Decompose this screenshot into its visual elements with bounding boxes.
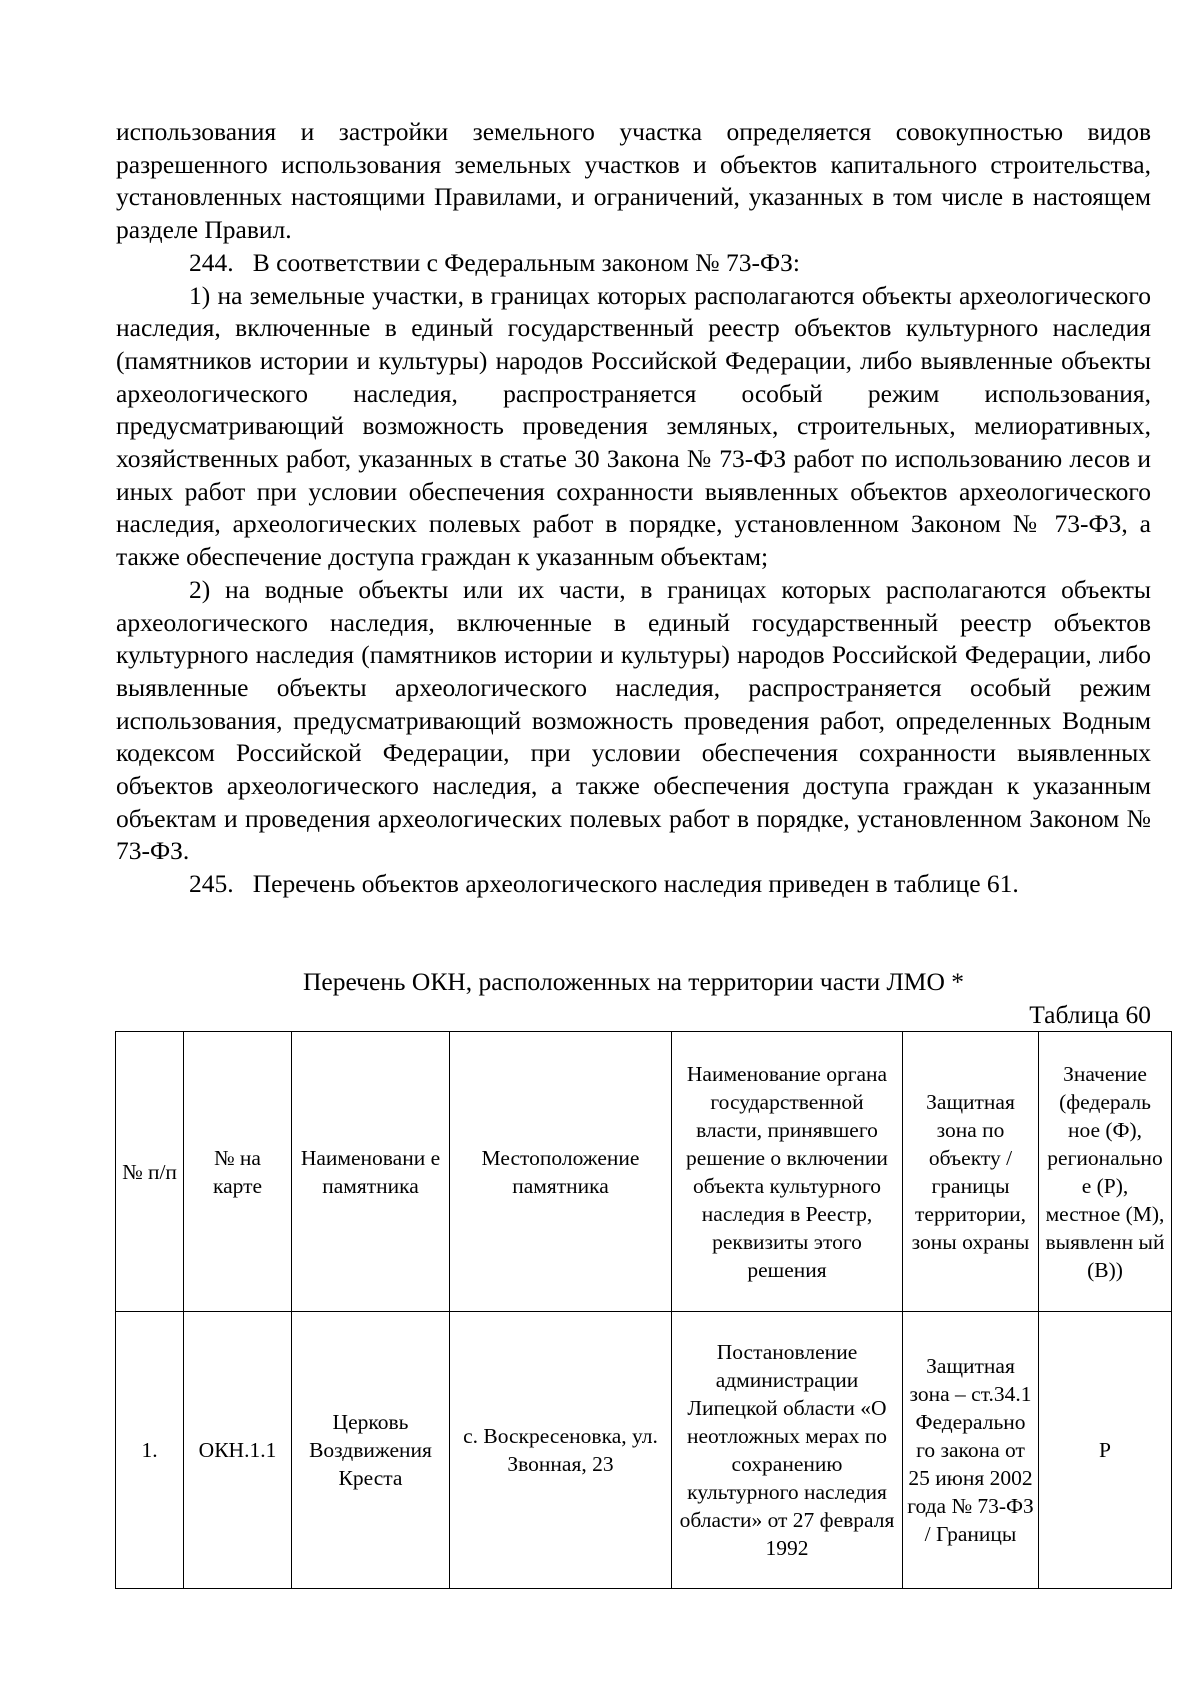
table-title: Перечень ОКН, расположенных на территории части ЛМО * [302,967,965,996]
cell-authority: Постановление администрации Липецкой области «О неотложных мерах по сохранению культурного наследия области» от 27 февраля 1992 [672,1312,903,1589]
cell-protection-zone: Защитная зона – ст.34.1 Федерально го закона от 25 июня 2002 года № 73-ФЗ / Границы [903,1312,1039,1589]
paragraph-intro: использования и застройки земельного участка определяется совокупностью видов разрешенного использования земельных участков и объектов капитального строительства, установленных настоящими Правилами, и ограничений, указанных в том числе в настоящем разделе Правил. [116,117,1151,245]
header-monument-name: Наименовани е памятника [292,1032,450,1312]
header-authority: Наименование органа государственной власти, принявшего решение о включении объекта культурного наследия в Реестр, реквизиты этого решения [672,1032,903,1312]
paragraph-244-item-2: 2) на водные объекты или их части, в границах которых располагаются объекты археологического наследия, включенные в единый государственный реестр объектов культурного наследия (памятников истории и культуры) народов Российской Федерации, либо выявленные объекты археологического наследия, распространяется особый режим использования, предусматривающий возможность проведения работ, определенных Водным кодексом Российской Федерации, при условии обеспечения сохранности выявленных объектов археологического наследия, а также обеспечения доступа граждан к указанным объектам и проведения археологических полевых работ в порядке, установленном Законом № 73-ФЗ. [116,574,1151,866]
header-number: № п/п [116,1032,184,1312]
header-significance: Значение (федераль ное (Ф), регионально е (Р), местное (М), выявленн ый (В)) [1039,1032,1172,1312]
paragraph-245: 245. Перечень объектов археологического наследия приведен в таблице 61. [189,869,1019,899]
paragraph-244: 244. В соответствии с Федеральным законом № 73-ФЗ: [189,247,801,277]
cell-monument-name: Церковь Воздвижения Креста [292,1312,450,1589]
paragraph-244-item-1: 1) на земельные участки, в границах которых располагаются объекты археологического наследия, включенные в единый государственный реестр объектов культурного наследия (памятников истории и культуры) народов Российской Федерации, либо выявленные объекты археологического наследия, распространяется особый режим использования, предусматривающий возможность проведения земляных, строительных, мелиоративных, хозяйственных работ, указанных в статье 30 Закона № 73-ФЗ работ по использованию лесов и иных работ при условии обеспечения сохранности выявленных объектов археологического наследия, археологических полевых работ в порядке, установленном Законом № 73-ФЗ, а также обеспечение доступа граждан к указанным объектам; [116,280,1151,572]
table-row [116,1312,1172,1589]
table-header-row [116,1032,1172,1312]
cell-map-number: ОКН.1.1 [184,1312,292,1589]
cell-location: с. Воскресеновка, ул. Звонная, 23 [450,1312,672,1589]
header-location: Местоположение памятника [450,1032,672,1312]
document-body [116,116,1151,901]
cell-significance: Р [1039,1312,1172,1589]
header-protection-zone: Защитная зона по объекту / границы территории, зоны охраны [903,1032,1039,1312]
table-number-label: Таблица 60 [1029,1000,1151,1029]
header-map-number: № на карте [184,1032,292,1312]
cell-number: 1. [116,1312,184,1589]
okn-table [115,1031,1172,1589]
